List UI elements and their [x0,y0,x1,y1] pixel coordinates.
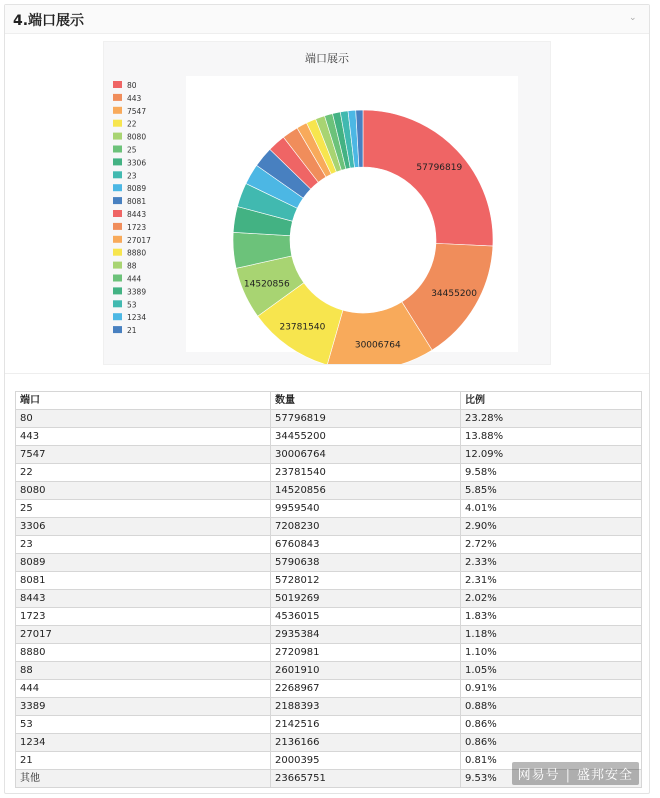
table-cell: 13.88% [461,428,642,446]
table-row [16,464,642,482]
table-cell: 3306 [16,518,271,536]
table-row [16,428,642,446]
legend-swatch [113,287,122,294]
table-cell: 57796819 [271,410,461,428]
table-cell: 1.10% [461,644,642,662]
table-cell: 2188393 [271,698,461,716]
legend-item-1723[interactable] [113,223,146,232]
legend-swatch [113,249,122,256]
table-cell: 8089 [16,554,271,572]
table-cell: 7547 [16,446,271,464]
legend-item-7547[interactable] [113,107,146,116]
data-label: 14520856 [243,279,290,290]
table-cell: 0.88% [461,698,642,716]
port-table [15,391,642,788]
table-row [16,734,642,752]
table-cell: 23781540 [271,464,461,482]
legend-swatch [113,81,122,88]
legend-label: 88 [127,261,137,271]
table-row [16,554,642,572]
legend-swatch [113,107,122,114]
legend-label: 7547 [127,106,147,116]
table-cell: 5790638 [271,554,461,572]
table-cell: 1.05% [461,662,642,680]
legend-swatch [113,146,122,153]
table-header-row [16,392,642,410]
table-row [16,644,642,662]
legend-item-27017[interactable] [113,236,151,245]
legend-swatch [113,133,122,140]
table-cell: 1723 [16,608,271,626]
table-cell: 23.28% [461,410,642,428]
table-cell: 34455200 [271,428,461,446]
legend-item-8089[interactable] [113,184,146,193]
watermark-separator: | [565,768,571,783]
column-header: 端口 [16,392,271,410]
table-cell: 2.90% [461,518,642,536]
legend-label: 8081 [127,197,147,207]
panel-header [5,5,649,34]
legend-item-21[interactable] [113,326,137,335]
legend-label: 23 [127,171,137,181]
legend-swatch [113,326,122,333]
table-row [16,518,642,536]
table-cell: 2720981 [271,644,461,662]
table-cell: 23665751 [271,770,461,788]
legend-item-23[interactable] [113,171,137,180]
legend-swatch [113,210,122,217]
table-row [16,482,642,500]
table-cell: 2.02% [461,590,642,608]
legend-label: 1723 [127,222,147,232]
table-cell: 6760843 [271,536,461,554]
table-cell: 23 [16,536,271,554]
table-cell: 2.72% [461,536,642,554]
legend-label: 8443 [127,210,147,219]
watermark-right: 盛邦安全 [576,768,633,783]
table-cell: 9.58% [461,464,642,482]
legend-swatch [113,236,122,243]
legend-item-444[interactable] [113,275,142,284]
legend-swatch [113,300,122,307]
table-row [16,698,642,716]
legend-label: 444 [127,274,142,284]
legend-swatch [113,262,122,269]
legend-label: 21 [127,326,137,336]
table-row [16,716,642,734]
legend-swatch [113,197,122,204]
table-row [16,500,642,518]
table-cell: 0.86% [461,734,642,752]
data-label: 30006764 [354,340,401,351]
table-cell: 8880 [16,644,271,662]
legend-label: 53 [127,300,137,310]
table-row [16,572,642,590]
legend-swatch [113,158,122,165]
legend-swatch [113,94,122,101]
table-cell: 5.85% [461,482,642,500]
table-row [16,680,642,698]
table-row [16,590,642,608]
column-header: 比例 [461,392,642,410]
legend-label: 8089 [127,184,147,194]
panel-title: 4.端口展示 [13,13,85,29]
table-row [16,608,642,626]
data-label: 34455200 [431,289,478,300]
legend-item-443[interactable] [113,94,142,103]
table-cell: 12.09% [461,446,642,464]
table-cell: 8443 [16,590,271,608]
table-cell: 53 [16,716,271,734]
column-header: 数量 [271,392,461,410]
legend-swatch [113,223,122,230]
legend-item-8443[interactable] [113,210,146,219]
table-cell: 9959540 [271,500,461,518]
legend-swatch [113,171,122,178]
table-row [16,662,642,680]
table-cell: 8080 [16,482,271,500]
table-cell: 444 [16,680,271,698]
table-cell: 1.83% [461,608,642,626]
legend-label: 1234 [127,313,147,323]
table-cell: 0.91% [461,680,642,698]
legend-label: 8880 [127,248,147,258]
legend-item-8080[interactable] [113,133,146,142]
legend-item-80[interactable] [113,81,137,90]
table-cell: 5728012 [271,572,461,590]
legend-label: 25 [127,145,137,155]
table-cell: 3389 [16,698,271,716]
legend-label: 3389 [127,287,147,297]
legend-label: 80 [127,81,137,90]
table-cell: 25 [16,500,271,518]
watermark-left: 网易号 [517,768,560,783]
legend-swatch [113,184,122,191]
table-cell: 14520856 [271,482,461,500]
legend-label: 27017 [127,235,151,245]
port-chart [103,41,551,365]
table-cell: 5019269 [271,590,461,608]
table-row [16,446,642,464]
table-cell: 0.86% [461,716,642,734]
watermark [512,762,639,785]
table-row [16,410,642,428]
table-cell: 22 [16,464,271,482]
table-cell: 443 [16,428,271,446]
legend-item-3389[interactable] [113,287,146,296]
data-label: 57796819 [416,163,463,174]
table-cell: 27017 [16,626,271,644]
table-cell: 4.01% [461,500,642,518]
data-label: 23781540 [279,322,326,333]
chevron-down-icon[interactable]: ⌄ [629,13,637,23]
legend-item-3306[interactable] [113,158,146,167]
table-cell: 1234 [16,734,271,752]
table-cell: 0.81% [461,752,642,770]
table-cell: 2142516 [271,716,461,734]
table-cell: 7208230 [271,518,461,536]
port-panel [4,4,650,794]
table-cell: 2935384 [271,626,461,644]
port-donut-chart [104,42,550,364]
legend-swatch [113,275,122,282]
legend-swatch [113,313,122,320]
legend-item-8880[interactable] [113,249,146,258]
table-cell: 其他 [16,770,271,788]
table-cell: 21 [16,752,271,770]
legend-item-22[interactable] [113,120,137,129]
table-cell: 2.31% [461,572,642,590]
table-cell: 9.53% [461,770,642,788]
table-cell: 30006764 [271,446,461,464]
legend-label: 22 [127,119,137,129]
table-row [16,626,642,644]
table-cell: 4536015 [271,608,461,626]
legend-item-25[interactable] [113,146,137,155]
table-cell: 1.18% [461,626,642,644]
table-row [16,536,642,554]
table-cell: 80 [16,410,271,428]
legend-label: 443 [127,93,142,103]
table-cell: 8081 [16,572,271,590]
legend-label: 8080 [127,132,147,142]
legend-item-8081[interactable] [113,197,146,206]
legend-swatch [113,120,122,127]
legend-item-53[interactable] [113,300,137,309]
table-cell: 2000395 [271,752,461,770]
table-cell: 2.33% [461,554,642,572]
divider [5,373,649,374]
table-cell: 2601910 [271,662,461,680]
legend-label: 3306 [127,158,147,168]
table-cell: 2268967 [271,680,461,698]
legend-item-88[interactable] [113,262,137,271]
legend-item-1234[interactable] [113,313,146,322]
table-cell: 2136166 [271,734,461,752]
table-cell: 88 [16,662,271,680]
chart-title: 端口展示 [305,52,349,65]
